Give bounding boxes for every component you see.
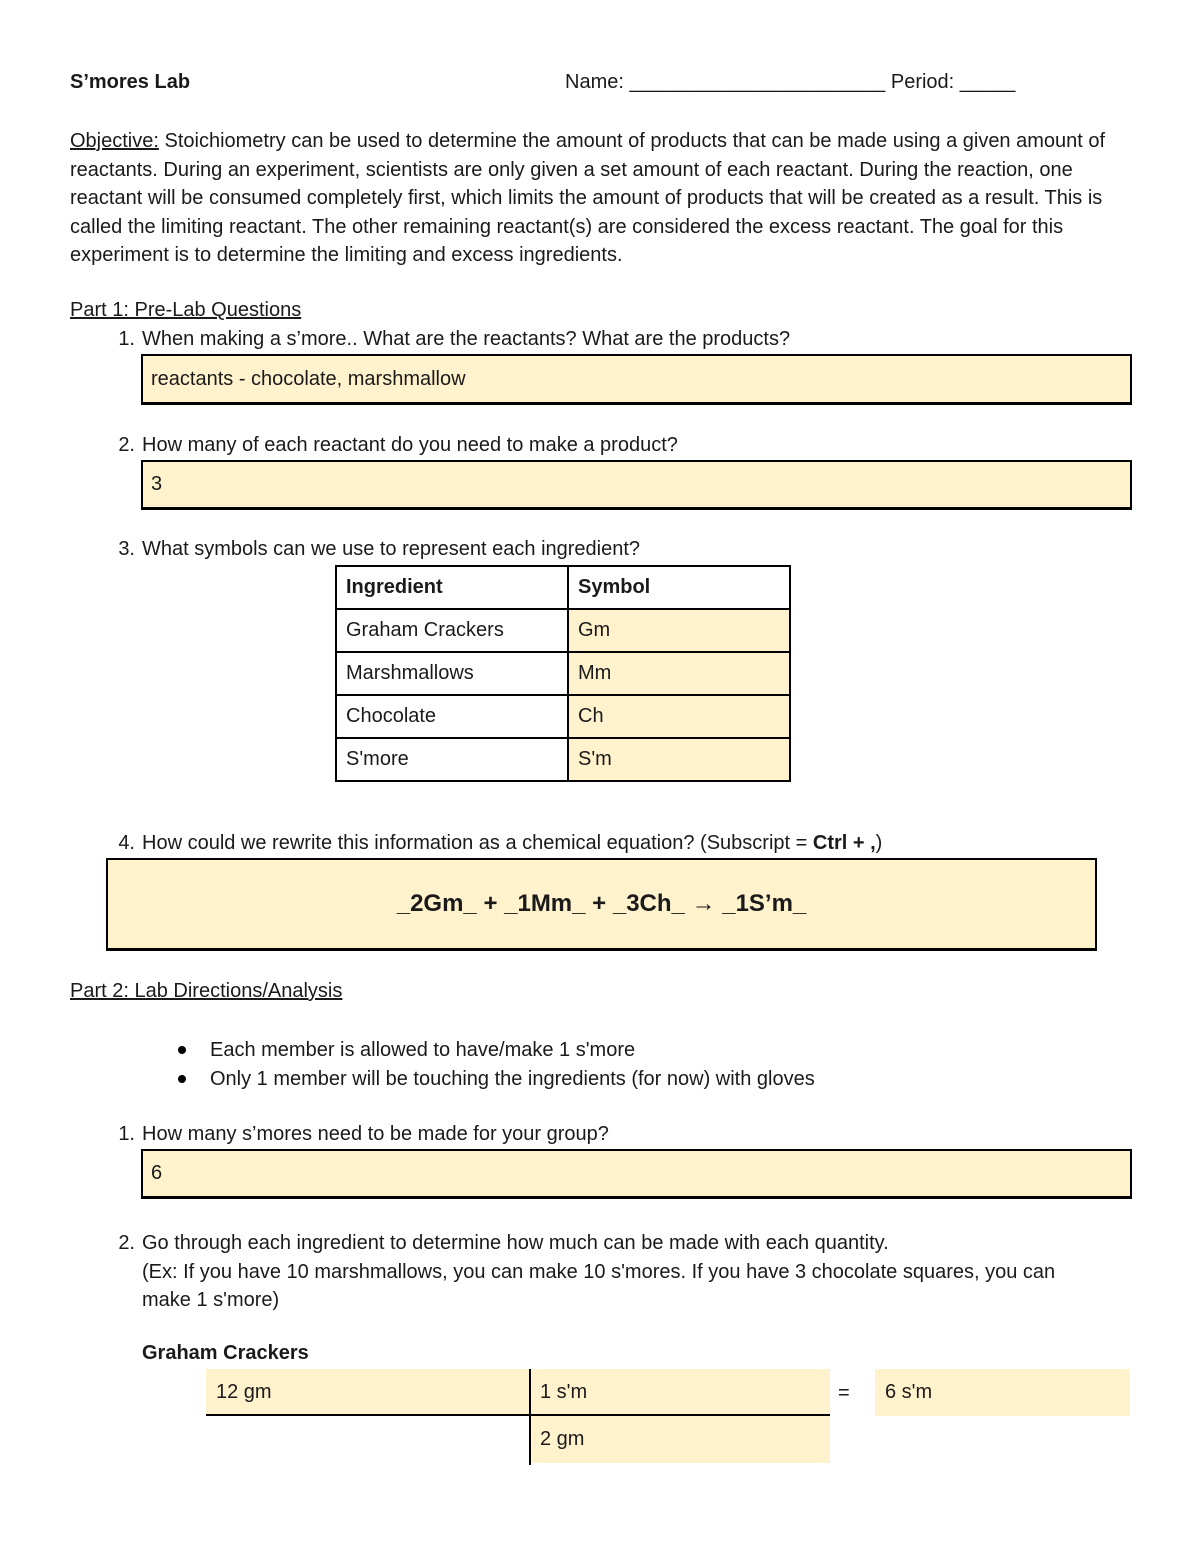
answer-box-part1-q1[interactable] bbox=[141, 354, 1132, 405]
question-number: 2. bbox=[118, 434, 135, 456]
chemical-equation-box[interactable] bbox=[106, 858, 1097, 951]
conversion-denominator: 2 gm bbox=[540, 1428, 585, 1450]
table-header-row bbox=[336, 566, 790, 609]
table-row bbox=[336, 609, 790, 652]
question-text: When making a s’more.. What are the reactants? What are the products? bbox=[142, 328, 791, 350]
subscript-shortcut: Ctrl + , bbox=[812, 832, 876, 854]
question-line: Go through each ingredient to determine how much can be made with each quantity. bbox=[142, 1232, 889, 1254]
symbol-cell[interactable]: Ch bbox=[568, 695, 790, 738]
page-title: S’mores Lab bbox=[70, 71, 191, 93]
question-4-text: How could we rewrite this information as a chemical equation? (Subscript = bbox=[142, 832, 813, 854]
table-row bbox=[336, 738, 790, 781]
ingredient-cell: Graham Crackers bbox=[336, 609, 568, 652]
question-text: How many of each reactant do you need to make a product? bbox=[142, 434, 678, 456]
objective-label: Objective: bbox=[70, 130, 159, 152]
list-item bbox=[175, 1036, 815, 1065]
ingredient-cell: Marshmallows bbox=[336, 652, 568, 695]
objective-paragraph bbox=[70, 127, 1140, 270]
graham-crackers-heading: Graham Crackers bbox=[142, 1342, 309, 1364]
symbol-cell[interactable]: S'm bbox=[568, 738, 790, 781]
conversion-numerator: 1 s'm bbox=[540, 1380, 588, 1403]
part1-heading: Part 1: Pre-Lab Questions bbox=[70, 299, 302, 321]
question-number: 1. bbox=[118, 1123, 135, 1145]
symbol-cell[interactable]: Mm bbox=[568, 652, 790, 695]
numerator-cell[interactable] bbox=[530, 1369, 830, 1415]
column-divider-line bbox=[529, 1369, 531, 1465]
starting-quantity: 12 gm bbox=[216, 1380, 272, 1403]
question-line: (Ex: If you have 10 marshmallows, you can make 10 s'mores. If you have 3 chocolate squares, you can bbox=[142, 1260, 1056, 1283]
part1-question-4 bbox=[105, 832, 882, 855]
bullet-text: Only 1 member will be touching the ingredients (for now) with gloves bbox=[210, 1067, 815, 1090]
answer-text: 3 bbox=[151, 473, 163, 495]
graham-conversion-grid bbox=[206, 1369, 830, 1465]
question-number: 1. bbox=[118, 328, 135, 350]
column-header-symbol: Symbol bbox=[568, 566, 790, 609]
answer-text: 6 bbox=[151, 1162, 163, 1184]
question-text bbox=[142, 832, 882, 855]
ingredient-cell: Chocolate bbox=[336, 695, 568, 738]
equals-sign: = bbox=[838, 1382, 850, 1404]
bullet-icon bbox=[178, 1075, 186, 1083]
starting-quantity-cell[interactable] bbox=[206, 1369, 530, 1415]
answer-text: reactants - chocolate, marshmallow bbox=[151, 367, 466, 390]
question-number: 2. bbox=[118, 1232, 135, 1254]
fraction-divider-line bbox=[206, 1414, 830, 1416]
table-row bbox=[336, 695, 790, 738]
part1-question-1 bbox=[105, 328, 790, 351]
part2-heading: Part 2: Lab Directions/Analysis bbox=[70, 980, 343, 1002]
directions-list bbox=[175, 1036, 815, 1093]
answer-box-part1-q2[interactable] bbox=[141, 460, 1132, 510]
ingredient-cell: S'more bbox=[336, 738, 568, 781]
list-item bbox=[175, 1065, 815, 1094]
question-line: make 1 s'more) bbox=[142, 1289, 280, 1312]
bullet-icon bbox=[178, 1046, 186, 1054]
denominator-cell[interactable] bbox=[530, 1416, 830, 1463]
part2-question-1 bbox=[105, 1123, 609, 1146]
answer-box-part2-q1[interactable] bbox=[141, 1149, 1132, 1199]
part1-question-2 bbox=[105, 434, 678, 457]
question-number: 3. bbox=[118, 538, 135, 560]
question-text bbox=[142, 1229, 1055, 1315]
name-period-field: Name: _______________________ Period: _____ bbox=[565, 71, 1016, 93]
question-text: How many s’mores need to be made for your group? bbox=[142, 1123, 609, 1145]
symbol-cell[interactable]: Gm bbox=[568, 609, 790, 652]
question-4-close: ) bbox=[875, 832, 883, 854]
ingredient-symbol-table bbox=[335, 565, 791, 782]
result-cell[interactable] bbox=[875, 1369, 1130, 1416]
part1-question-3 bbox=[105, 538, 640, 561]
part2-question-2 bbox=[105, 1229, 1055, 1315]
result-value: 6 s'm bbox=[885, 1381, 933, 1403]
table-row bbox=[336, 652, 790, 695]
column-header-ingredient: Ingredient bbox=[336, 566, 568, 609]
objective-text: Stoichiometry can be used to determine the amount of products that can be made using a given amount of reactants. During an experiment, scientists are only given a set amount of each reactant. During the reaction, one reactant will be consumed completely first, which limits the amount of products that will be created as a result. This is called the limiting reactant. The other remaining reactant(s) are considered the excess reactant. The goal for this experiment is to determine the limiting and excess ingredients. bbox=[70, 130, 1106, 267]
bullet-text: Each member is allowed to have/make 1 s'more bbox=[210, 1039, 636, 1061]
question-text: What symbols can we use to represent each ingredient? bbox=[142, 538, 641, 560]
question-number: 4. bbox=[118, 832, 135, 854]
chemical-equation: _2Gm_ + _1Mm_ + _3Ch_ → _1S’m_ bbox=[396, 890, 807, 917]
